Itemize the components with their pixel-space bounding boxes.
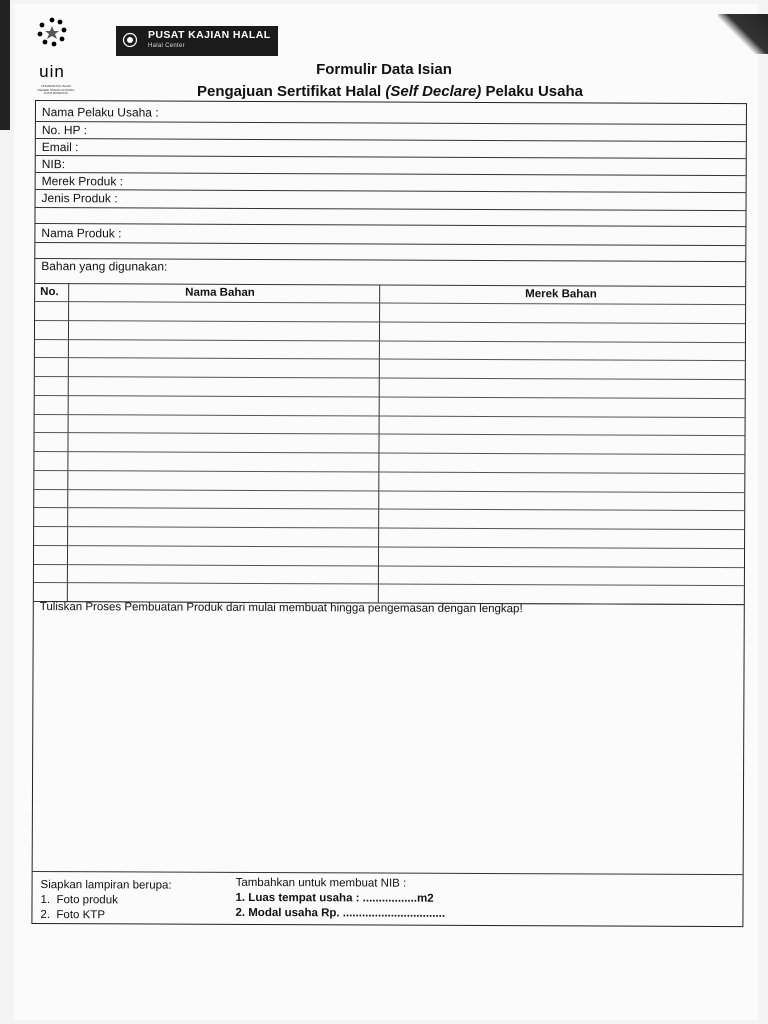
divider xyxy=(33,871,743,875)
column-nama-bahan: Nama Bahan xyxy=(185,286,255,299)
field-no-hp: No. HP : xyxy=(41,123,88,138)
field-nib: NIB: xyxy=(41,157,66,172)
table-row xyxy=(34,470,744,474)
divider xyxy=(36,155,746,159)
table-row xyxy=(34,563,744,567)
table-row xyxy=(34,489,744,493)
divider xyxy=(35,223,745,227)
form-frame xyxy=(31,100,747,927)
field-merek-produk: Merek Produk : xyxy=(41,174,124,189)
table-row xyxy=(34,507,744,511)
uin-logo xyxy=(36,14,100,94)
table-row xyxy=(34,451,744,455)
divider xyxy=(35,283,745,287)
divider xyxy=(36,207,746,211)
table-row xyxy=(34,545,744,549)
field-nama-pelaku-usaha: Nama Pelaku Usaha : xyxy=(41,105,159,120)
table-row xyxy=(34,526,744,530)
halal-center-badge xyxy=(116,26,278,56)
table-row xyxy=(35,414,745,418)
divider xyxy=(36,172,746,176)
field-email: Email : xyxy=(41,140,79,155)
table-row xyxy=(35,301,745,305)
table-row xyxy=(35,339,745,343)
field-nama-produk: Nama Produk : xyxy=(41,226,122,241)
table-row xyxy=(35,376,745,380)
badge-subtitle: Halal Center xyxy=(148,43,185,49)
nib-section xyxy=(235,877,445,923)
nib-item: 1. Luas tempat usaha : .................m2 xyxy=(235,891,434,905)
badge-title: PUSAT KAJIAN HALAL xyxy=(148,29,271,41)
halal-emblem-icon xyxy=(122,32,138,48)
nib-title: Tambahkan untuk membuat NIB : xyxy=(235,876,407,890)
table-row xyxy=(35,320,745,324)
process-instructions: Tuliskan Proses Pembuatan Produk dari mulai membuat hingga pengemasan dengan lengkap! xyxy=(39,601,523,616)
col-divider-nama xyxy=(378,285,380,603)
uin-star-icon xyxy=(36,14,100,62)
divider xyxy=(36,121,746,125)
table-row xyxy=(35,395,745,399)
form-subtitle: Pengajuan Sertifikat Halal (Self Declare) Pelaku Usaha xyxy=(197,83,583,100)
uin-logo-text: uin xyxy=(39,62,65,81)
divider xyxy=(35,242,745,246)
divider xyxy=(36,138,746,142)
uin-logo-subtext: UNIVERSITAS ISLAM NEGERI SUNAN GUNUNG DJATI BANDUNG xyxy=(37,84,75,95)
attachment-item: 1. Foto produk xyxy=(40,894,118,907)
field-jenis-produk: Jenis Produk : xyxy=(41,191,118,206)
table-row xyxy=(34,582,744,586)
attachments-section xyxy=(40,879,171,925)
table-row xyxy=(35,357,745,361)
column-no: No. xyxy=(40,286,59,299)
materials-table xyxy=(34,283,745,604)
table-row xyxy=(35,432,745,436)
form-title: Formulir Data Isian xyxy=(316,61,452,78)
column-merek-bahan: Merek Bahan xyxy=(525,288,597,301)
divider xyxy=(36,189,746,193)
scan-corner xyxy=(718,14,768,54)
attachments-title: Siapkan lampiran berupa: xyxy=(40,879,172,892)
materials-label: Bahan yang digunakan: xyxy=(41,259,168,274)
nib-item: 2. Modal usaha Rp. ................................ xyxy=(235,906,446,920)
col-divider-no xyxy=(67,283,69,601)
attachment-item: 2. Foto KTP xyxy=(40,909,106,922)
